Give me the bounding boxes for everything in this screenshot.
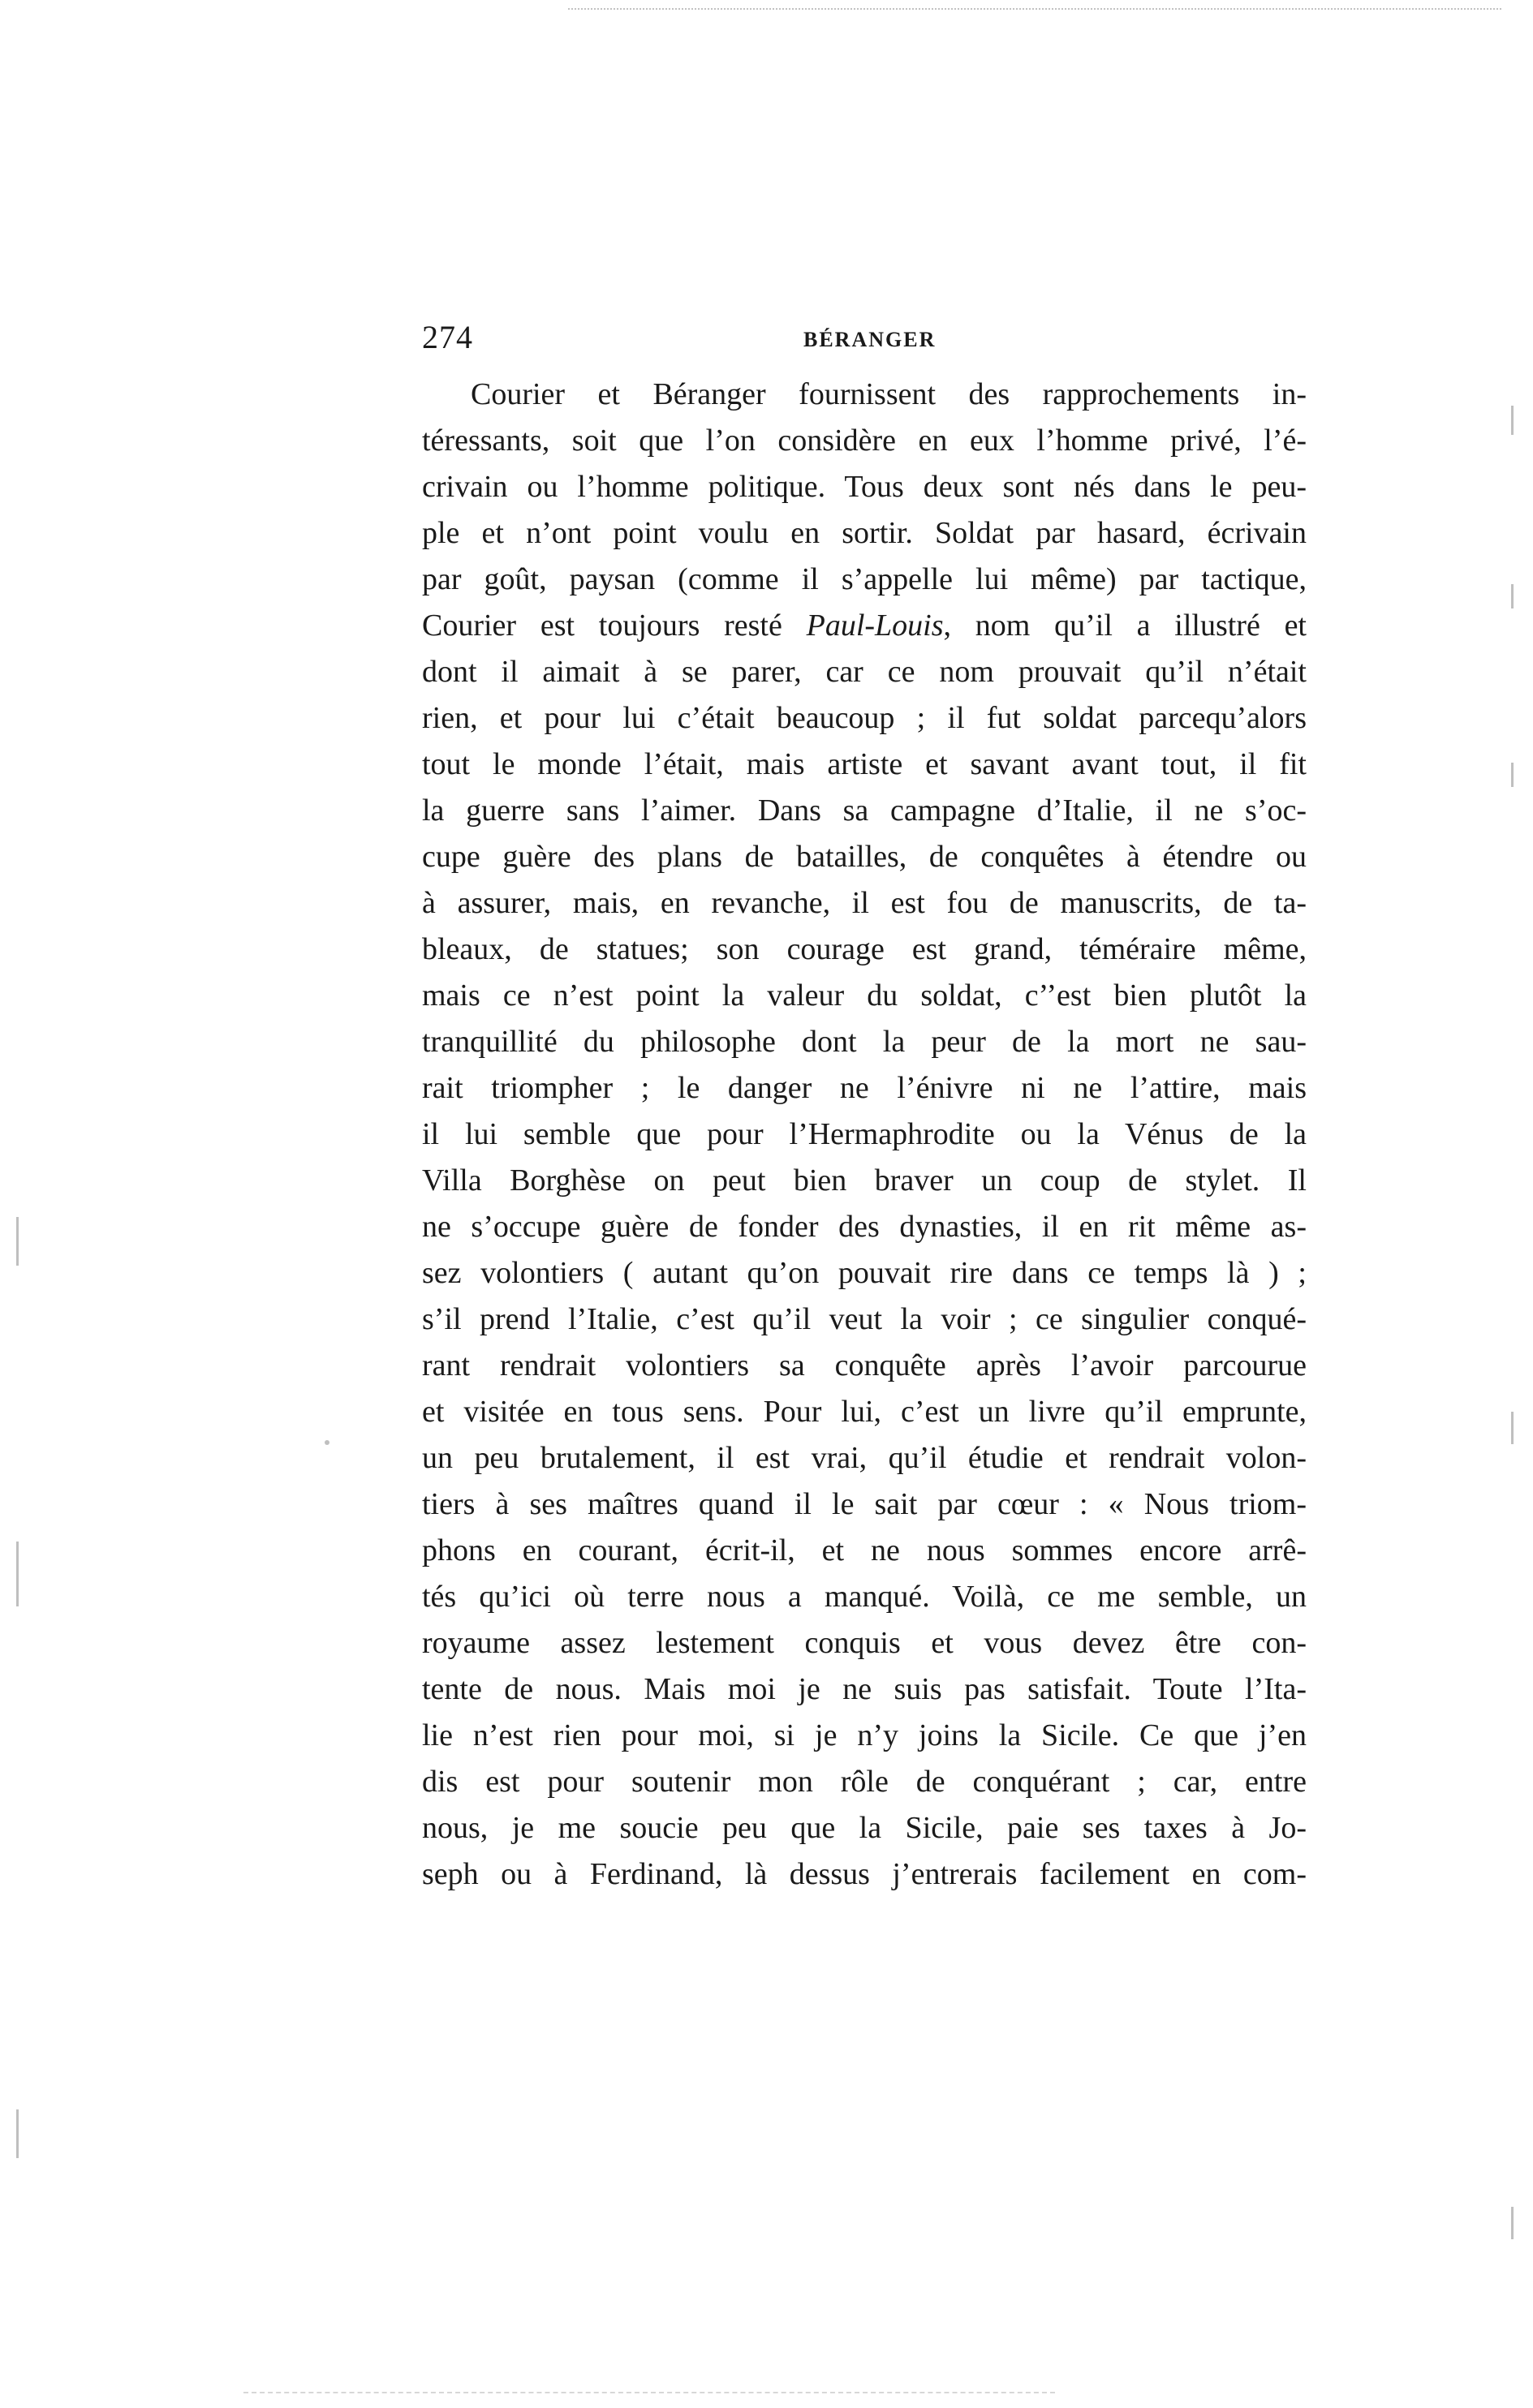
text-line: bleaux, de statues; son courage est grand, téméraire même, <box>422 932 1307 966</box>
text-line: royaume assez lestement conquis et vous devez être con- <box>422 1626 1307 1660</box>
text-line: dont il aimait à se parer, car ce nom prouvait qu’il n’était <box>422 655 1307 689</box>
text-line: il lui semble que pour l’Hermaphrodite ou la Vénus de la <box>422 1117 1307 1151</box>
text-line: dis est pour soutenir mon rôle de conquérant ; car, entre <box>422 1765 1307 1799</box>
text-line: à assurer, mais, en revanche, il est fou de manuscrits, de ta- <box>422 886 1307 920</box>
text-line: phons en courant, écrit-il, et ne nous sommes encore arrê- <box>422 1533 1307 1567</box>
text-line: la guerre sans l’aimer. Dans sa campagne d’Italie, il ne s’oc- <box>422 793 1307 828</box>
text-line: rant rendrait volontiers sa conquête après l’avoir parcourue <box>422 1348 1307 1382</box>
scan-mark <box>1511 406 1514 435</box>
text-line: tranquillité du philosophe dont la peur de la mort ne sau- <box>422 1025 1307 1059</box>
text-line: rait triompher ; le danger ne l’énivre ni ne l’attire, mais <box>422 1071 1307 1105</box>
text-line: mais ce n’est point la valeur du soldat, c’’est bien plutôt la <box>422 978 1307 1013</box>
scan-mark <box>1511 1412 1514 1444</box>
scan-mark <box>1511 763 1514 787</box>
text-line: crivain ou l’homme politique. Tous deux sont nés dans le peu- <box>422 470 1307 504</box>
scan-mark <box>16 1542 19 1606</box>
body-text <box>422 372 1307 1898</box>
text-line: ne s’occupe guère de fonder des dynasties, il en rit même as- <box>422 1210 1307 1244</box>
text-line: s’il prend l’Italie, c’est qu’il veut la voir ; ce singulier conqué- <box>422 1302 1307 1336</box>
text-line: tés qu’ici où terre nous a manqué. Voilà, ce me semble, un <box>422 1580 1307 1614</box>
text-line: Courier et Béranger fournissent des rapprochements in- <box>471 377 1307 411</box>
text-line: par goût, paysan (comme il s’appelle lui même) par tactique, <box>422 562 1307 596</box>
text-line: rien, et pour lui c’était beaucoup ; il fut soldat parcequ’alors <box>422 701 1307 735</box>
text-run: , nom qu’il a illustré et <box>943 608 1307 643</box>
text-line: Villa Borghèse on peut bien braver un coup de stylet. Il <box>422 1163 1307 1198</box>
page-header <box>422 318 1307 367</box>
text-line: et visitée en tous sens. Pour lui, c’est un livre qu’il emprunte, <box>422 1395 1307 1429</box>
page-number: 274 <box>422 319 473 355</box>
text-line: cupe guère des plans de batailles, de conquêtes à étendre ou <box>422 840 1307 874</box>
text-run: Courier est toujours resté <box>422 608 807 643</box>
scan-mark <box>16 2109 19 2158</box>
text-line: sez volontiers ( autant qu’on pouvait rire dans ce temps là ) ; <box>422 1256 1307 1290</box>
text-line: tiers à ses maîtres quand il le sait par cœur : « Nous triom- <box>422 1487 1307 1521</box>
scan-mark <box>1511 584 1514 608</box>
text-line: un peu brutalement, il est vrai, qu’il étudie et rendrait volon- <box>422 1441 1307 1475</box>
running-head: BÉRANGER <box>803 328 937 351</box>
scan-mark <box>325 1440 329 1445</box>
text-line: téressants, soit que l’on considère en eux l’homme privé, l’é- <box>422 424 1307 458</box>
text-line <box>422 603 1307 649</box>
text-line: nous, je me soucie peu que la Sicile, paie ses taxes à Jo- <box>422 1811 1307 1845</box>
text-line: seph ou à Ferdinand, là dessus j’entrerais facilement en com- <box>422 1857 1307 1891</box>
text-line: lie n’est rien pour moi, si je n’y joins la Sicile. Ce que j’en <box>422 1718 1307 1752</box>
scan-edge-bottom <box>243 2392 1055 2396</box>
text-line: ple et n’ont point voulu en sortir. Soldat par hasard, écrivain <box>422 516 1307 550</box>
scan-mark <box>16 1217 19 1266</box>
text-line: tout le monde l’était, mais artiste et savant avant tout, il fit <box>422 747 1307 781</box>
scan-mark <box>1511 2207 1514 2239</box>
italic-name: Paul-Louis <box>806 608 944 643</box>
scan-edge-top <box>568 8 1501 12</box>
text-line: tente de nous. Mais moi je ne suis pas satisfait. Toute l’Ita- <box>422 1672 1307 1706</box>
